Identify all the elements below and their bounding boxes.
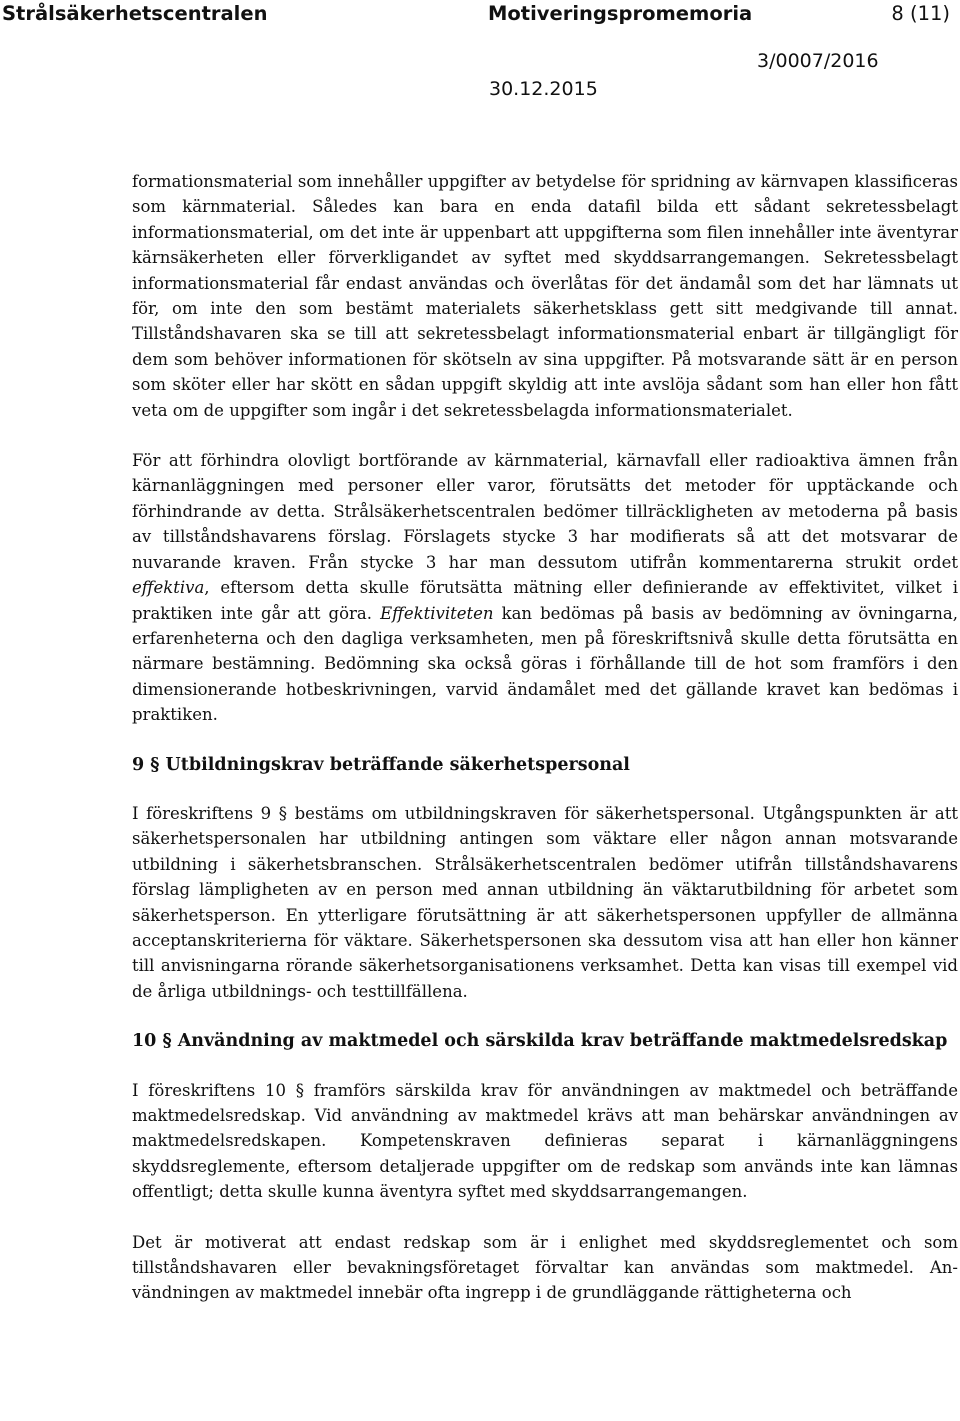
reference-number: 3/0007/2016 bbox=[757, 50, 879, 72]
paragraph-training-requirements: I föreskriftens 9 § bestäms om utbildningskraven för säkerhetspersonal. Utgångspunkten är att säkerhetspersonalen har utbildning antingen som väktare eller någon annan motsvarande utbildning i säkerhetsbranschen. Strålsäkerhetscentralen bedömer utifrån tillståndshavarens förslag lämpligheten av en person med annan utbildning än väktarutbildning för arbetet som säkerhetsperson. En ytterligare förutsättning är att säkerhetspersonen uppfyller de allmänna acceptanskriterierna för väktare. Säkerhetspersonen ska dessutom visa att han eller hon känner till anvisningarna rörande säkerhetsorganisationens verksamhet. Detta kan visas till exempel vid de årliga utbildnings- och testtillfällena. bbox=[132, 803, 958, 1001]
paragraph-removal-prevention bbox=[132, 448, 958, 727]
text-run: , eftersom detta skulle förutsätta mätning eller definierande av effektivitet, vilket i praktiken inte går att göra. bbox=[132, 578, 958, 623]
document-body bbox=[132, 169, 958, 1306]
text-run: För att förhindra olovligt bortförande av kärnmaterial, kärnavfall eller radioaktiva ämnen från kärnanläggningen med personer eller varor, förutsätts det metoder för upptäckande och förhindrande av detta. Strålsäkerhetscentralen bedömer tillräckligheten av metoderna på basis av tillståndshavarens förslag. Förslagets stycke 3 har modifierats så att det motsvarar de nuvarande kraven. Från stycke 3 har man dessutom utifrån kommentarerna strukit ordet bbox=[132, 451, 958, 572]
document-date: 30.12.2015 bbox=[489, 78, 598, 100]
header-organization: Strålsäkerhetscentralen bbox=[2, 2, 268, 25]
paragraph-information-material: formationsmaterial som innehåller uppgifter av betydelse för spridning av kärnvapen klassificeras som kärnmaterial. Således kan bara en enda datafil bilda ett sådant sekretessbelagt informationsmaterial, om det inte är uppenbart att uppgifterna som filen innehåller inte äventyrar kärnsäkerheten eller förverkligandet av syftet med skyddsarrangemangen. Sekretessbelagt informationsmaterial får endast användas och överlåtas för det ändamål som det har lämnats ut för, om inte den som bestämt materialets säkerhetsklass gett sitt medgivande till annat. Tillståndshavaren ska se till att sekretessbelagt informationsmaterial enbart är tillgängligt för dem som behöver informationen för skötseln av sina uppgifter. På motsvarande sätt är en person som sköter eller har skött en sådan uppgift skyldig att inte avslöja sådant som han eller hon fått veta om de uppgifter som ingår i det sekretessbelagda informationsmaterialet. bbox=[132, 172, 958, 420]
page-header bbox=[0, 0, 960, 34]
paragraph-force-equipment: Det är motiverat att endast redskap som är i enlighet med skyddsreglementet och som tillståndshavaren eller bevakningsföretaget förvaltar kan användas som maktmedel. Användningen av maktmedel innebär ofta ingrepp i de grundläggande rättigheterna och bbox=[132, 1232, 958, 1303]
text-run: kan bedömas på basis av bedömning av övningarna, erfarenheterna och den dagliga verksamheten, men på föreskriftsnivå skulle detta förutsätta en närmare bestämning. Bedömning ska också göras i förhållande till de hot som framförs i den dimensionerande hotbeskrivningen, varvid ändamålet med det gällande kravet kan bedömas i praktiken. bbox=[132, 603, 958, 725]
header-page-number: 8 (11) bbox=[891, 2, 950, 25]
emphasis-effektiva: effektiva bbox=[132, 578, 205, 598]
section-heading-9: 9 § Utbildningskrav beträffande säkerhetspersonal bbox=[132, 754, 630, 775]
emphasis-effektiviteten: Effektiviteten bbox=[380, 603, 494, 623]
header-document-type: Motiveringspromemoria bbox=[488, 2, 753, 25]
section-heading-10: 10 § Användning av maktmedel och särskilda krav beträffande maktmedelsredskap bbox=[132, 1031, 948, 1052]
paragraph-use-of-force: I föreskriftens 10 § framförs särskilda krav för användningen av maktmedel och beträffande maktmedelsredskap. Vid användning av maktmedel krävs att man behärskar användningen av maktmedelsredskapen. Kompetenskraven definieras separat i kärnanläggningens skyddsreglemente, eftersom detaljerade uppgifter om de redskap som används inte kan lämnas offentligt; detta skulle kunna äventyra syftet med skyddsarrangemangen. bbox=[132, 1080, 958, 1202]
